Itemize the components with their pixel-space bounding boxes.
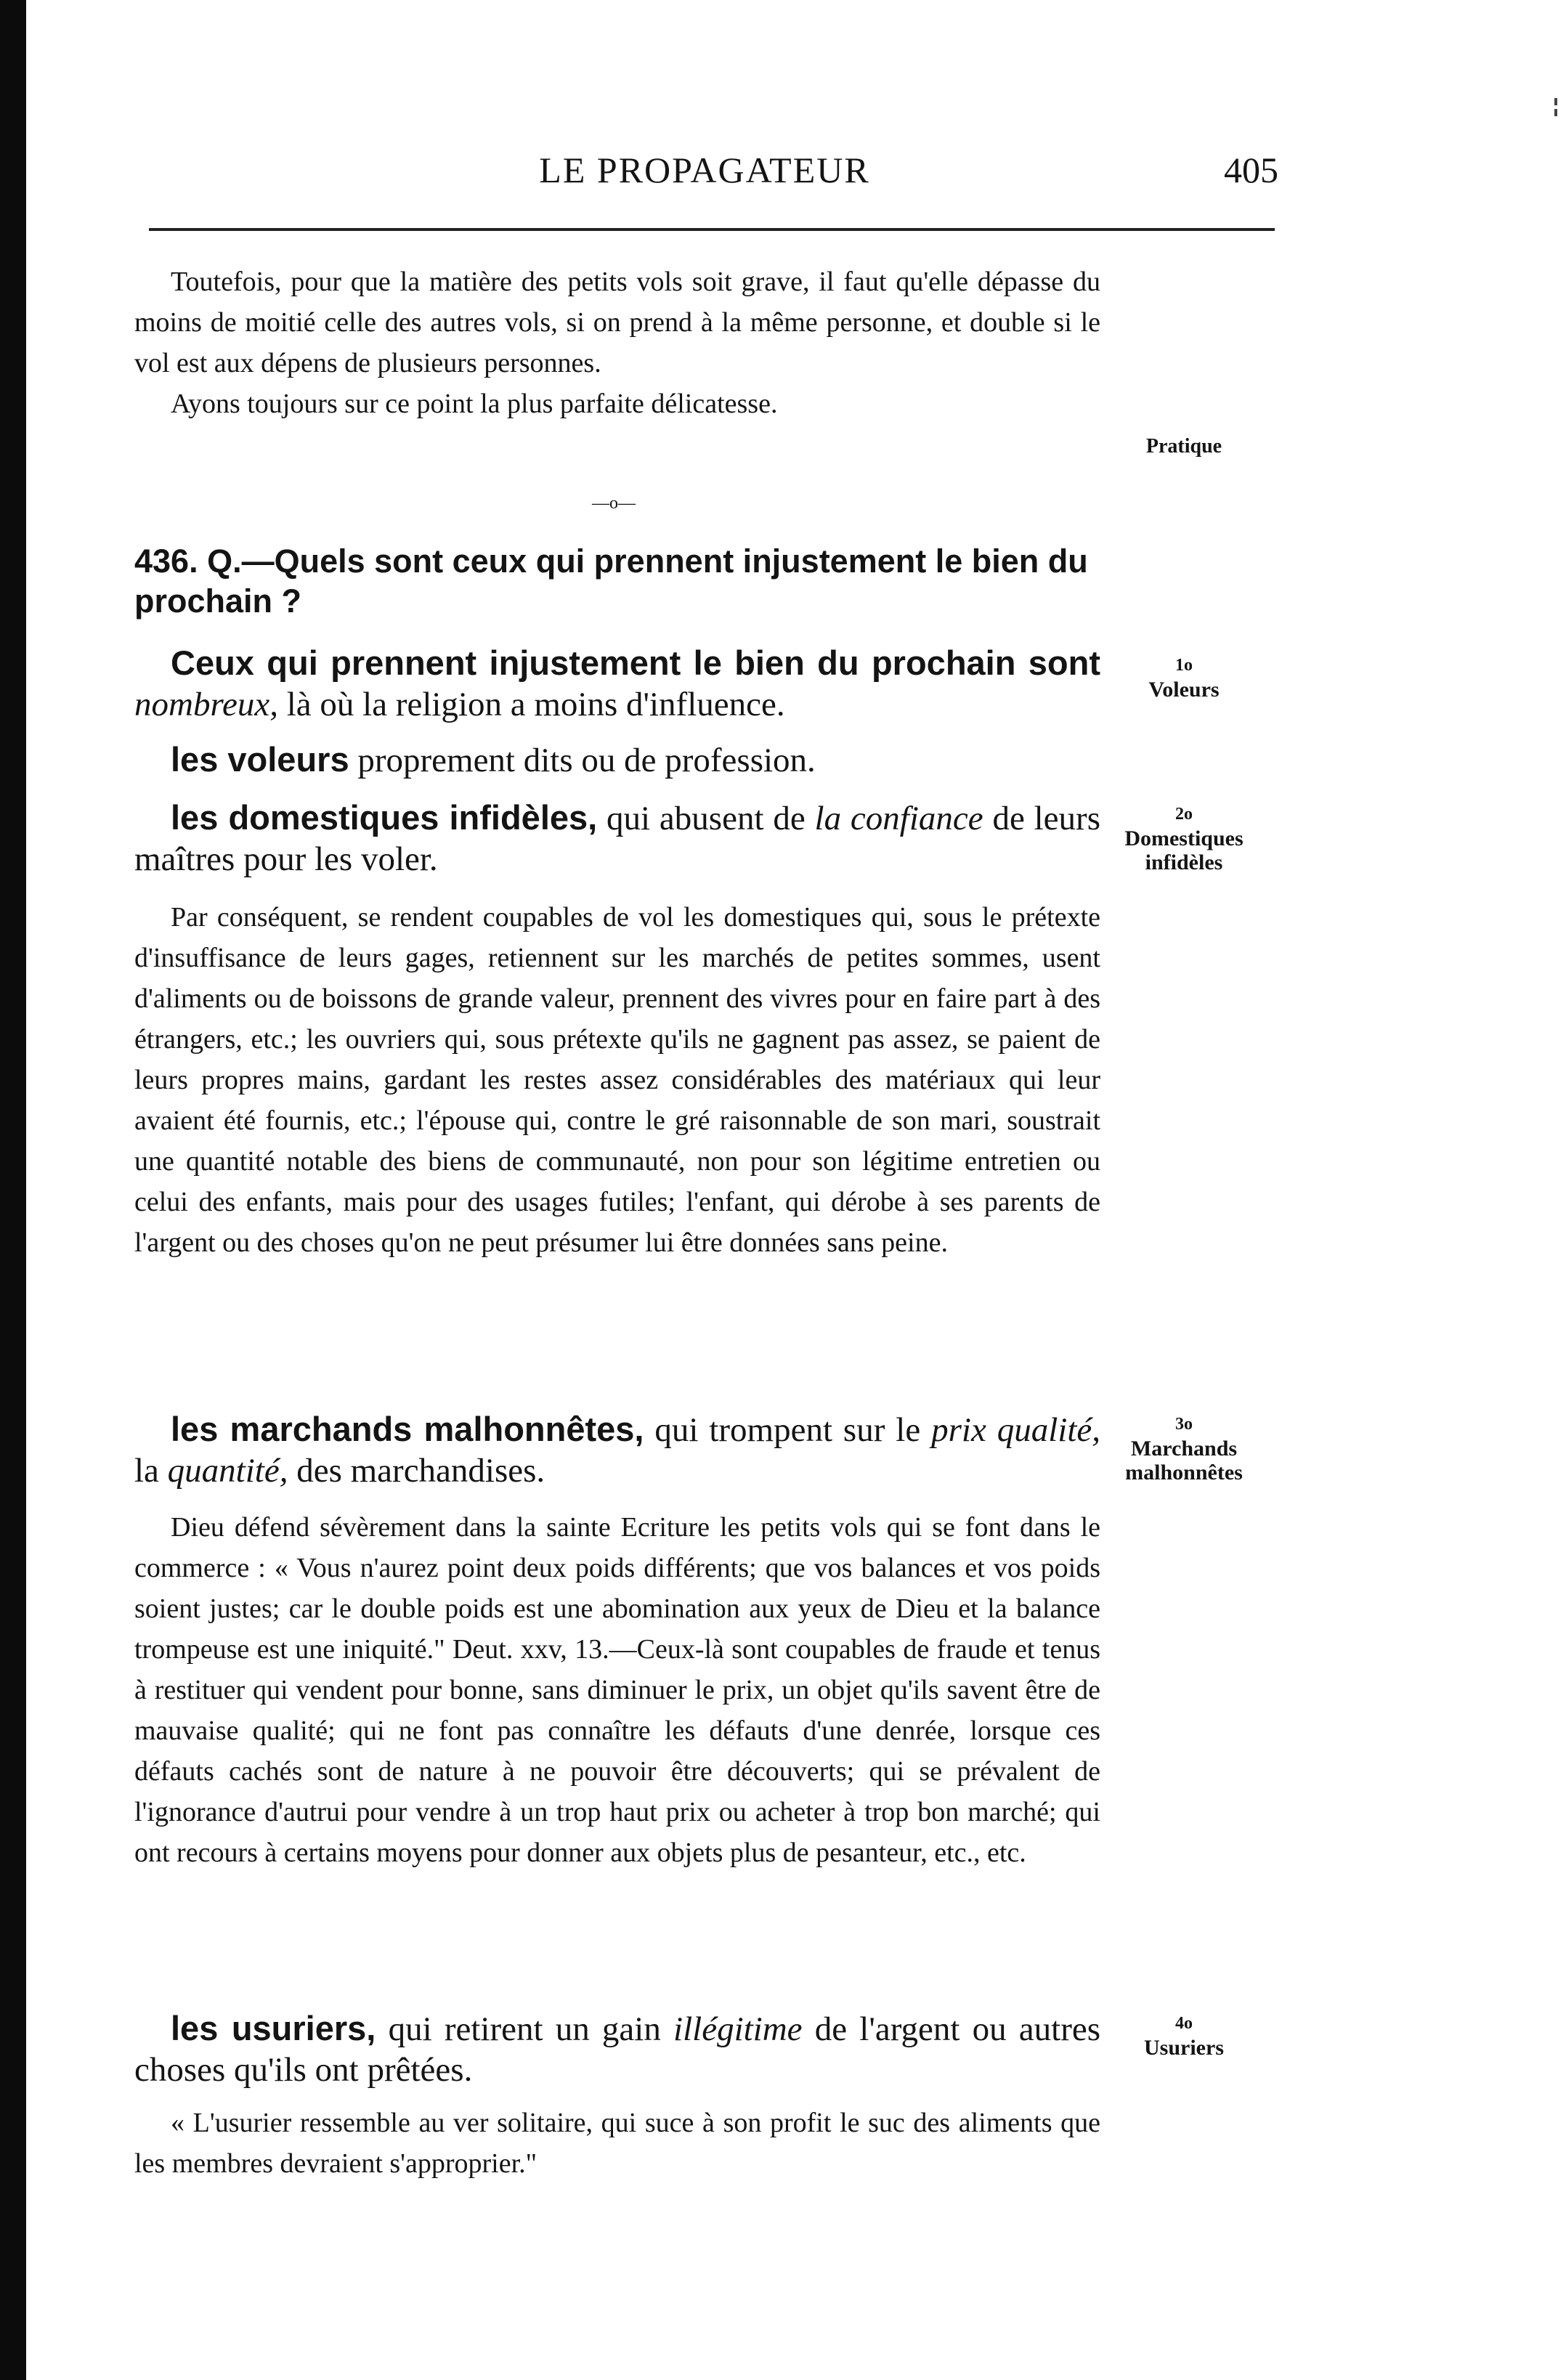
item-rest-b: de l'argent ou autres choses qu'ils ont prêtées. (134, 2010, 1101, 2089)
answer-bold: Ceux qui prennent injustement le bien du prochain sont (171, 643, 1100, 682)
page-number: 405 (1224, 150, 1278, 190)
item-rest-a: qui trompent sur le (654, 1411, 921, 1449)
explanation-usuriers: « L'usurier ressemble au ver solitaire, qui suce à son profit le suc des aliments que les membres devraient s'approprier." (134, 2108, 1100, 2179)
margin-note-voleurs (1111, 654, 1257, 702)
margin-number: 2o (1175, 805, 1193, 824)
item-rest-a: qui retirent un gain (388, 2010, 661, 2048)
item-rest-a: qui abusent de (606, 800, 806, 837)
item-bold: les marchands malhonnêtes, (171, 1410, 644, 1448)
explanation-domestiques: Par conséquent, se rendent coupables de vol les domestiques qui, sous le prétexte d'insuffisance de leurs gages, retiennent sur les marchés de petites sommes, usent d'aliments ou de boissons de grande valeur, prennent des vivres pour en faire part à des étrangers, etc.; les ouvriers qui, sous prétexte qu'ils ne gagnent pas assez, se paient de leurs propres mains, gardant les restes assez considérables des matériaux qui leur avaient été fournis, etc.; l'épouse qui, contre le gré raisonnable de son mari, soustrait une quantité notable des biens de communauté, non pour son légitime entretien ou celui des enfants, mais pour des usages futiles; l'enfant, qui dérobe à ses parents de l'argent ou des choses qu'on ne peut présumer lui être données sans peine. (134, 902, 1100, 1258)
margin-number: 3o (1175, 1415, 1193, 1434)
margin-note-domestiques (1111, 803, 1257, 874)
item-domestiques (134, 797, 1100, 880)
item-rest-c: des marchandises. (296, 1452, 545, 1490)
book-binding-edge (0, 0, 26, 2380)
margin-note-marchands (1111, 1413, 1257, 1485)
question-436: 436. Q.—Quels sont ceux qui prennent injustement le bien du prochain ? (134, 543, 1088, 620)
margin-note-pratique: Pratique (1145, 435, 1222, 458)
margin-note-usuriers (1111, 2012, 1257, 2060)
item-marchands (134, 1409, 1100, 1491)
answer-italic: nombreux, (134, 686, 278, 723)
item-italic-2: qualité, (997, 1411, 1101, 1449)
item-bold: les voleurs (171, 740, 349, 779)
item-italic: illégitime (673, 2010, 803, 2048)
item-bold: les usuriers, (171, 2009, 376, 2047)
running-header-title: LE PROPAGATEUR (539, 150, 870, 190)
item-rest-b: de leurs maîtres pour les voler. (134, 800, 1100, 878)
intro-section (134, 261, 1100, 424)
item-italic-1: prix (931, 1411, 986, 1449)
margin-label: Marchands malhonnêtes (1125, 1437, 1243, 1485)
item-rest: proprement dits ou de profession. (357, 742, 816, 779)
item-rest-b: la (134, 1452, 159, 1490)
margin-number: 1o (1175, 656, 1193, 675)
margin-label: Domestiques infidèles (1124, 826, 1244, 874)
item-usuriers (134, 2008, 1100, 2090)
margin-label: Usuriers (1144, 2036, 1224, 2060)
item-italic-3: quantité, (167, 1452, 288, 1490)
section-divider: —o— (592, 494, 636, 513)
margin-label: Voleurs (1148, 678, 1220, 702)
header-rule (149, 228, 1275, 231)
item-italic: la confiance (814, 800, 983, 837)
answer-paragraph (134, 643, 1100, 725)
item-voleurs (134, 739, 1100, 781)
scan-speck (1554, 98, 1557, 105)
item-bold: les domestiques infidèles, (171, 798, 598, 837)
explanation-marchands: Dieu défend sévèrement dans la sainte Ecriture les petits vols qui se font dans le commerce : « Vous n'aurez point deux poids différents; que vos balances et vos poids soient justes; car le double poids est une abomination aux yeux de Dieu et la balance trompeuse est une iniquité." Deut. xxv, 13.—Ceux-là sont coupables de fraude et tenus à restituer qui vendent pour bonne, sans diminuer le prix, un objet qu'ils savent être de mauvaise qualité; qui ne font pas connaître les défauts d'une denrée, lorsque ces défauts cachés sont de nature à ne pouvoir être découverts; qui se prévalent de l'ignorance d'autrui pour vendre à un trop haut prix ou acheter à trop bon marché; qui ont recours à certains moyens pour donner aux objets plus de pesanteur, etc., etc. (134, 1512, 1100, 1868)
intro-paragraph-2: Ayons toujours sur ce point la plus parfaite délicatesse. (171, 389, 778, 419)
scan-speck (1554, 109, 1557, 116)
intro-paragraph-1: Toutefois, pour que la matière des petits vols soit grave, il faut qu'elle dépasse du moins de moitié celle des autres vols, si on prend à la même personne, et double si le vol est aux dépens de plusieurs personnes. (134, 267, 1100, 378)
margin-number: 4o (1175, 2014, 1193, 2033)
answer-rest: là où la religion a moins d'influence. (286, 686, 785, 723)
